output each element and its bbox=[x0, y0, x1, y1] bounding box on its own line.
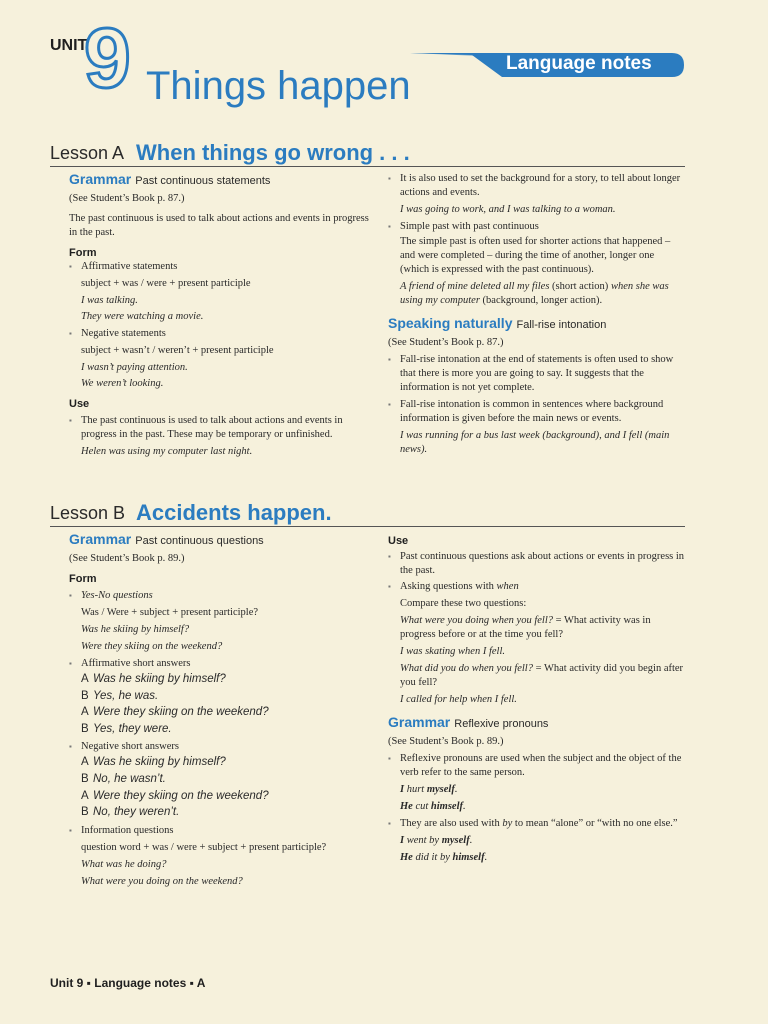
form-heading: Form bbox=[69, 247, 97, 259]
speaker-label: B bbox=[81, 806, 89, 819]
pattern-text: subject + was / were + present participle bbox=[81, 278, 251, 289]
use-heading: Use bbox=[69, 398, 90, 410]
grammar-topic: Past continuous statements bbox=[135, 175, 271, 187]
list-item: ▪ Asking questions with when bbox=[388, 580, 685, 594]
list-item: ▪ It is also used to set the background for a story, to tell about longer actions and events. bbox=[388, 172, 685, 200]
example-text: I went by myself. bbox=[400, 835, 473, 846]
example-text: What were you doing on the weekend? bbox=[81, 875, 243, 887]
use-heading: Use bbox=[388, 535, 409, 547]
list-item: ▪ Reflexive pronouns are used when the subject and the object of the verb refer to the same person. bbox=[388, 752, 685, 780]
list-item: ▪ Yes-No questions bbox=[69, 589, 369, 603]
lesson-a-title: When things go wrong . . . bbox=[136, 140, 410, 165]
pattern-text: question word + was / were + subject + present participle? bbox=[81, 841, 327, 853]
example-text: He cut himself. bbox=[400, 801, 466, 812]
example-text: I called for help when I fell. bbox=[400, 694, 517, 705]
example-text: I was going to work, and I was talking to a woman. bbox=[400, 204, 616, 215]
list-item: ▪ Information questions bbox=[69, 824, 369, 838]
list-item: ▪ Past continuous questions ask about actions or events in progress in the past. bbox=[388, 550, 685, 578]
dialog-line bbox=[69, 704, 369, 721]
list-item: ▪ Fall-rise intonation is common in sentences where background information is given before the main news or events. bbox=[388, 398, 685, 426]
dialog-line bbox=[69, 771, 369, 788]
example-text: He did it by himself. bbox=[400, 852, 488, 863]
unit-number: 9 bbox=[84, 11, 129, 105]
list-item: ▪ Affirmative statements bbox=[69, 260, 369, 274]
example-text: I was skating when I fell. bbox=[400, 646, 505, 657]
pattern-text: Was / Were + subject + present participle? bbox=[81, 607, 259, 618]
section-badge: Language notes bbox=[506, 53, 652, 74]
intro-text: The past continuous is used to talk about actions and events in progress in the past. bbox=[69, 213, 369, 238]
dialog-line bbox=[69, 721, 369, 738]
example-text: I hurt myself. bbox=[400, 784, 458, 795]
list-item: ▪ Simple past with past continuous bbox=[388, 220, 685, 234]
example-text: We weren’t looking. bbox=[81, 378, 164, 389]
dialog-text: Yes, he was. bbox=[93, 689, 159, 702]
dialog-line bbox=[69, 688, 369, 705]
speaker-label: B bbox=[81, 689, 89, 702]
dialog-text: Was he skiing by himself? bbox=[93, 673, 226, 685]
lesson-b-right-column bbox=[388, 534, 685, 865]
list-item: ▪ Affirmative short answers bbox=[69, 657, 369, 671]
speaker-label: A bbox=[81, 673, 89, 685]
example-text: Was he skiing by himself? bbox=[81, 624, 190, 635]
example-text: Were they skiing on the weekend? bbox=[81, 641, 223, 652]
book-reference: (See Student’s Book p. 87.) bbox=[69, 193, 185, 204]
lesson-a-left-column bbox=[69, 172, 369, 459]
lesson-a-heading bbox=[50, 140, 685, 167]
speaker-label: B bbox=[81, 772, 89, 785]
speaker-label: A bbox=[81, 756, 89, 769]
lesson-b-heading bbox=[50, 500, 685, 527]
list-item: ▪ They are also used with by to mean “alone” or “with no one else.” bbox=[388, 817, 685, 831]
dialog-line bbox=[69, 671, 369, 688]
pattern-text: subject + wasn’t / weren’t + present participle bbox=[81, 345, 274, 356]
lesson-b-left-column bbox=[69, 532, 369, 889]
book-reference: (See Student’s Book p. 87.) bbox=[388, 337, 504, 348]
body-text: Compare these two questions: bbox=[400, 598, 527, 609]
example-text: What did you do when you fell? = What activity did you begin after you fell? bbox=[400, 663, 684, 688]
dialog-block bbox=[69, 754, 369, 820]
body-text: The simple past is often used for shorter actions that happened – and were completed – during the time of another, longer one (which is expressed with the past continuous). bbox=[400, 236, 671, 275]
dialog-line bbox=[69, 804, 369, 821]
grammar-topic: Past continuous questions bbox=[135, 535, 264, 547]
speaker-label: B bbox=[81, 722, 89, 735]
example-text: What was he doing? bbox=[81, 858, 167, 870]
lesson-a-label: Lesson A bbox=[50, 143, 125, 163]
book-reference: (See Student’s Book p. 89.) bbox=[69, 553, 185, 564]
dialog-block bbox=[69, 671, 369, 737]
dialog-text: No, they weren’t. bbox=[93, 806, 180, 819]
example-text: I wasn’t paying attention. bbox=[81, 362, 188, 373]
example-text: I was talking. bbox=[81, 295, 138, 306]
speaking-heading: Speaking naturally bbox=[388, 315, 513, 331]
list-item: ▪ Negative short answers bbox=[69, 740, 369, 754]
grammar-topic: Reflexive pronouns bbox=[454, 718, 549, 730]
example-text: They were watching a movie. bbox=[81, 311, 204, 322]
dialog-text: Yes, they were. bbox=[93, 722, 172, 735]
dialog-line bbox=[69, 788, 369, 805]
list-item: ▪ Negative statements bbox=[69, 327, 369, 341]
form-heading: Form bbox=[69, 573, 97, 585]
dialog-text: Was he skiing by himself? bbox=[93, 756, 226, 769]
lesson-b-title: Accidents happen. bbox=[136, 500, 332, 525]
speaker-label: A bbox=[81, 706, 89, 719]
dialog-text: Were they skiing on the weekend? bbox=[93, 706, 269, 719]
speaking-topic: Fall-rise intonation bbox=[516, 319, 607, 331]
page-title: Things happen bbox=[146, 64, 411, 108]
example-text: Helen was using my computer last night. bbox=[81, 446, 253, 457]
grammar-heading: Grammar bbox=[388, 714, 451, 730]
list-item: ▪ Fall-rise intonation at the end of statements is often used to show that there is more you are going to say. It suggests that the information is not yet complete. bbox=[388, 353, 685, 395]
speaker-label: A bbox=[81, 789, 89, 802]
example-text: What were you doing when you fell? = What activity was in progress before or at the time you fell? bbox=[400, 615, 651, 640]
book-reference: (See Student’s Book p. 89.) bbox=[388, 736, 504, 747]
dialog-text: No, he wasn’t. bbox=[93, 772, 166, 785]
unit-label: UNIT bbox=[50, 37, 88, 54]
dialog-text: Were they skiing on the weekend? bbox=[93, 789, 269, 802]
lesson-b-label: Lesson B bbox=[50, 503, 126, 523]
grammar-heading: Grammar bbox=[69, 531, 132, 547]
example-text: I was running for a bus last week (background), and I fell (main news). bbox=[400, 430, 670, 455]
lesson-a-right-column bbox=[388, 172, 685, 457]
example-text: A friend of mine deleted all my files (short action) when she was using my computer (background, longer action). bbox=[400, 281, 669, 306]
grammar-heading: Grammar bbox=[69, 171, 132, 187]
list-item: ▪ The past continuous is used to talk about actions and events in progress in the past. These may be temporary or unfinished. bbox=[69, 414, 369, 442]
dialog-line bbox=[69, 754, 369, 771]
page-footer: Unit 9 ▪ Language notes ▪ A bbox=[50, 976, 206, 990]
